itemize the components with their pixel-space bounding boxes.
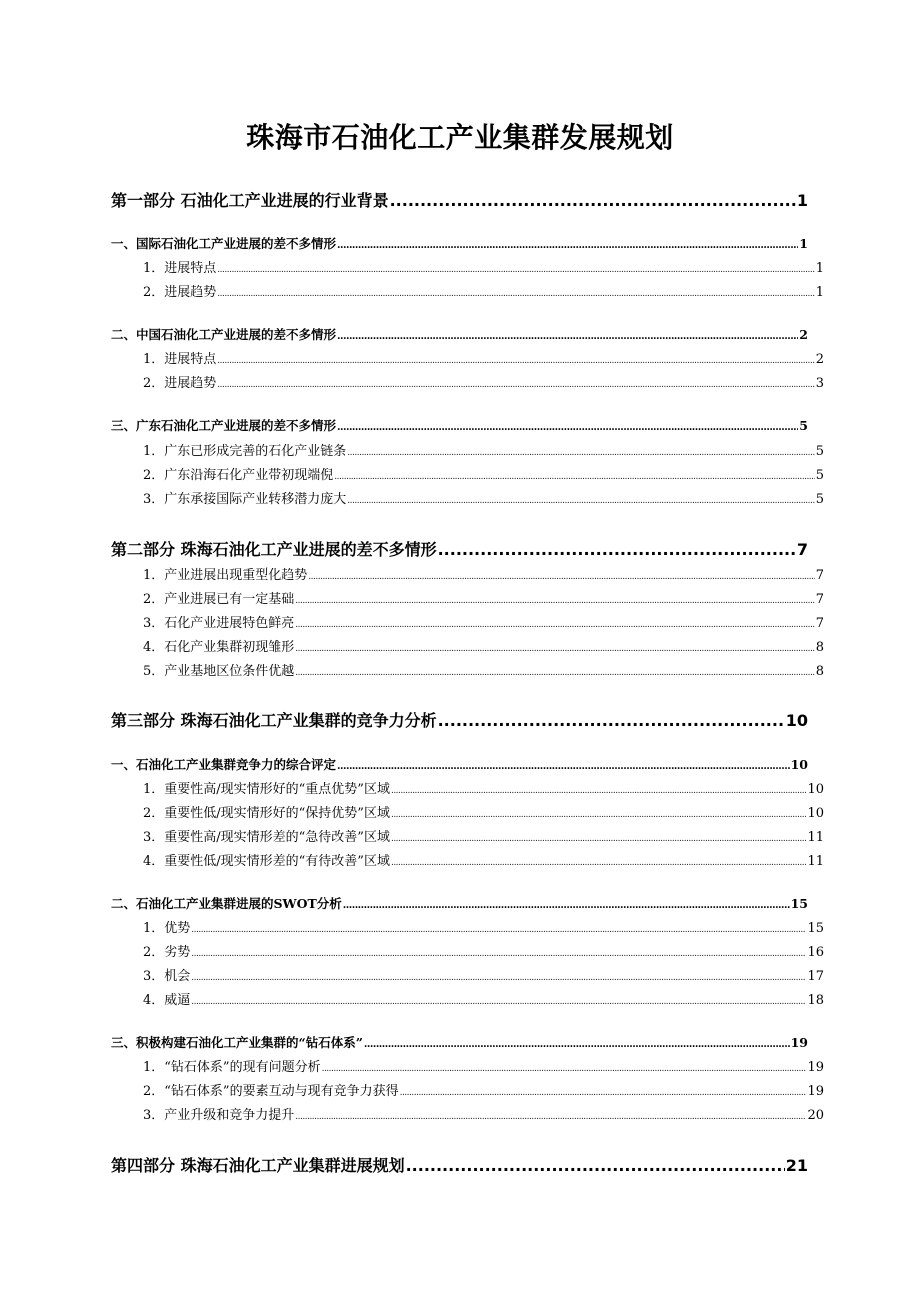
toc-leader	[337, 422, 798, 433]
toc-leader	[295, 1112, 806, 1122]
toc-label: 4．威逼	[143, 993, 191, 1008]
toc-page-number: 15	[790, 896, 808, 911]
toc-leader	[337, 240, 798, 251]
toc-section-1-2[interactable]	[111, 325, 808, 343]
toc-page-number: 19	[807, 1060, 824, 1075]
toc-item-3-1-4[interactable]	[127, 850, 824, 869]
toc-leader	[400, 1088, 807, 1098]
toc-item-1-3-1[interactable]	[127, 440, 824, 459]
toc-page-number: 3	[815, 376, 824, 391]
toc-item-2-1[interactable]	[127, 564, 824, 583]
toc-label: 2．广东沿海石化产业带初现端倪	[143, 468, 334, 483]
toc-leader	[391, 858, 807, 868]
toc-page-number: 5	[815, 444, 824, 459]
toc-label: 2．“钻石体系”的要素互动与现有竞争力获得	[143, 1084, 399, 1099]
document-title: 珠海市石油化工产业集群发展规划	[246, 121, 674, 154]
toc-section-3-2[interactable]	[111, 894, 808, 912]
toc-page-number: 18	[807, 993, 824, 1008]
toc-label: 2．进展趋势	[143, 285, 217, 300]
toc-label: 3．广东承接国际产业转移潜力庞大	[143, 492, 347, 507]
toc-page-number: 7	[815, 568, 824, 583]
toc-label: 一、石油化工产业集群竞争力的综合评定	[111, 757, 337, 772]
toc-label: 5．产业基地区位条件优越	[143, 664, 295, 679]
toc-label: 1．进展特点	[143, 352, 217, 367]
toc-section-1-1[interactable]	[111, 234, 808, 252]
toc-section-1-3[interactable]	[111, 416, 808, 434]
toc-page-number: 5	[799, 418, 808, 433]
toc-item-3-2-1[interactable]	[127, 917, 824, 936]
toc-label: 1．重要性高/现实情形好的“重点优势”区域	[143, 782, 390, 797]
toc-label: 第二部分 珠海石油化工产业进展的差不多情形	[111, 540, 437, 559]
toc-leader	[191, 925, 806, 935]
toc-page-number: 1	[815, 285, 824, 300]
toc-label: 4．石化产业集群初现雏形	[143, 640, 295, 655]
toc-leader	[406, 1156, 785, 1175]
toc-label: 1．“钻石体系”的现有问题分析	[143, 1060, 321, 1075]
toc-item-3-2-3[interactable]	[127, 965, 824, 984]
toc-item-2-3[interactable]	[127, 612, 824, 631]
toc-leader	[295, 620, 814, 630]
toc-page-number: 1	[796, 191, 808, 210]
toc-label: 2．进展趋势	[143, 376, 217, 391]
toc-page-number: 21	[785, 1156, 808, 1175]
toc-label: 1．优势	[143, 921, 191, 936]
toc-leader	[191, 949, 806, 959]
toc-leader	[295, 644, 814, 654]
toc-item-3-3-3[interactable]	[127, 1104, 824, 1123]
toc-leader	[295, 668, 814, 678]
toc-item-3-2-4[interactable]	[127, 989, 824, 1008]
toc-label: 3．机会	[143, 969, 191, 984]
toc-leader	[217, 380, 814, 390]
toc-label: 二、石油化工产业集群进展的SWOT分析	[111, 896, 342, 911]
toc-section-3-1[interactable]	[111, 755, 808, 773]
toc-label: 第四部分 珠海石油化工产业集群进展规划	[111, 1156, 405, 1175]
toc-page-number: 19	[807, 1084, 824, 1099]
toc-item-3-2-2[interactable]	[127, 941, 824, 960]
toc-label: 二、中国石油化工产业进展的差不多情形	[111, 327, 337, 342]
toc-part-2[interactable]	[111, 537, 808, 560]
toc-item-3-1-2[interactable]	[127, 802, 824, 821]
toc-item-2-5[interactable]	[127, 660, 824, 679]
toc-page-number: 10	[807, 782, 824, 797]
toc-leader	[364, 1039, 790, 1050]
toc-label: 2．劣势	[143, 945, 191, 960]
toc-page-number: 1	[799, 236, 808, 251]
toc-page-number: 7	[815, 592, 824, 607]
toc-page-number: 5	[815, 492, 824, 507]
toc-page-number: 7	[796, 540, 808, 559]
toc-item-1-1-1[interactable]	[127, 257, 824, 276]
toc-page-number: 11	[807, 854, 824, 869]
toc-part-4[interactable]	[111, 1153, 808, 1176]
toc-leader	[390, 191, 796, 210]
toc-leader	[337, 331, 798, 342]
toc-leader	[334, 472, 814, 482]
toc-leader	[347, 448, 814, 458]
toc-leader	[391, 834, 807, 844]
toc-item-1-1-2[interactable]	[127, 281, 824, 300]
toc-label: 三、积极构建石油化工产业集群的“钻石体系”	[111, 1035, 363, 1050]
toc-page-number: 11	[807, 830, 824, 845]
toc-leader	[438, 540, 796, 559]
toc-item-3-3-2[interactable]	[127, 1080, 824, 1099]
toc-page-number: 17	[807, 969, 824, 984]
toc-page-number: 15	[807, 921, 824, 936]
toc-leader	[343, 900, 790, 911]
toc-label: 3．重要性高/现实情形差的“急待改善”区域	[143, 830, 390, 845]
toc-item-1-3-2[interactable]	[127, 464, 824, 483]
toc-item-1-2-2[interactable]	[127, 372, 824, 391]
toc-page-number: 5	[815, 468, 824, 483]
toc-label: 第三部分 珠海石油化工产业集群的竞争力分析	[111, 711, 437, 730]
toc-label: 1．广东已形成完善的石化产业链条	[143, 444, 347, 459]
toc-label: 一、国际石油化工产业进展的差不多情形	[111, 236, 337, 251]
toc-page-number: 16	[807, 945, 824, 960]
toc-leader	[347, 496, 814, 506]
toc-leader	[391, 786, 807, 796]
toc-page-number: 10	[790, 757, 808, 772]
toc-leader	[337, 761, 790, 772]
toc-part-1[interactable]	[111, 188, 808, 211]
toc-page-number: 7	[815, 616, 824, 631]
toc-label: 4．重要性低/现实情形差的“有待改善”区域	[143, 854, 390, 869]
toc-leader	[191, 973, 806, 983]
toc-leader	[217, 356, 814, 366]
toc-leader	[191, 997, 806, 1007]
toc-leader	[391, 810, 807, 820]
toc-section-3-3[interactable]	[111, 1033, 808, 1051]
toc-label: 第一部分 石油化工产业进展的行业背景	[111, 191, 389, 210]
toc-label: 三、广东石油化工产业进展的差不多情形	[111, 418, 337, 433]
toc-item-2-2[interactable]	[127, 588, 824, 607]
toc-item-3-3-1[interactable]	[127, 1056, 824, 1075]
toc-leader	[438, 711, 785, 730]
toc-item-1-3-3[interactable]	[127, 488, 824, 507]
toc-page-number: 2	[799, 327, 808, 342]
toc-label: 1．产业进展出现重型化趋势	[143, 568, 308, 583]
toc-label: 3．产业升级和竞争力提升	[143, 1108, 295, 1123]
toc-label: 1．进展特点	[143, 261, 217, 276]
toc-part-3[interactable]	[111, 708, 808, 731]
toc-label: 2．产业进展已有一定基础	[143, 592, 295, 607]
toc-label: 3．石化产业进展特色鲜亮	[143, 616, 295, 631]
toc-page-number: 19	[790, 1035, 808, 1050]
toc-item-2-4[interactable]	[127, 636, 824, 655]
toc-leader	[295, 596, 814, 606]
toc-leader	[217, 265, 814, 275]
toc-leader	[308, 572, 814, 582]
toc-item-3-1-3[interactable]	[127, 826, 824, 845]
toc-page-number: 8	[815, 664, 824, 679]
toc-page-number: 2	[815, 352, 824, 367]
toc-page-number: 10	[807, 806, 824, 821]
toc-leader	[217, 289, 814, 299]
toc-page-number: 1	[815, 261, 824, 276]
toc-item-3-1-1[interactable]	[127, 778, 824, 797]
toc-label: 2．重要性低/现实情形好的“保持优势”区域	[143, 806, 390, 821]
toc-page-number: 20	[807, 1108, 824, 1123]
toc-leader	[322, 1064, 807, 1074]
toc-page-number: 8	[815, 640, 824, 655]
toc-item-1-2-1[interactable]	[127, 348, 824, 367]
toc-page-number: 10	[785, 711, 808, 730]
